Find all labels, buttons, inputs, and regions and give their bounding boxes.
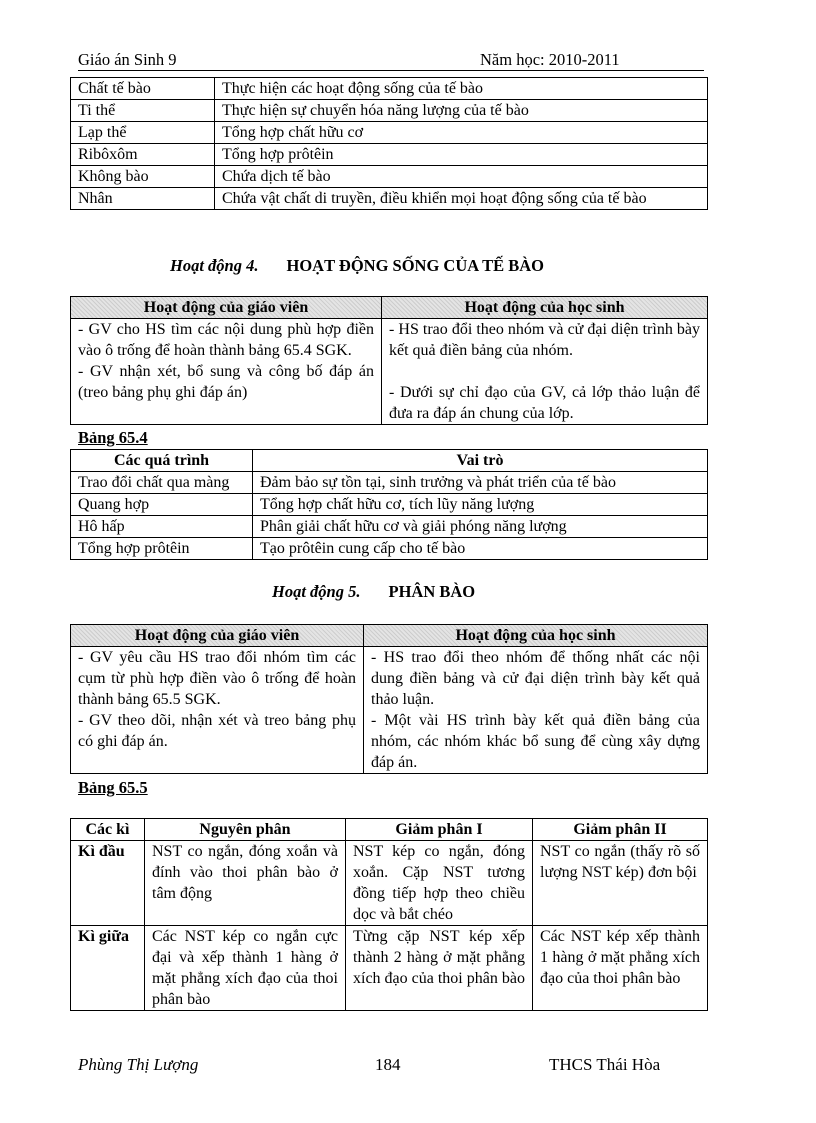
phase-name: Kì đầu	[71, 841, 145, 926]
table-row	[71, 472, 708, 494]
table-row	[71, 122, 708, 144]
organelle-role: Chứa dịch tế bào	[215, 166, 708, 188]
col-teacher-header: Hoạt động của giáo viên	[71, 625, 364, 647]
meiosis1-cell: Từng cặp NST kép xếp thành 2 hàng ở mặt phẳng xích đạo của thoi phân bào	[346, 926, 533, 1011]
table-row	[71, 516, 708, 538]
header-school-year: Năm học: 2010-2011	[480, 50, 620, 69]
mitosis-cell: Các NST kép co ngắn cực đại và xếp thành 1 hàng ở mặt phẳng xích đạo của thoi phân bào	[145, 926, 346, 1011]
student-step-1: - HS trao đổi theo nhóm và cử đại diện trình bày kết quả điền bảng của nhóm.	[389, 321, 700, 359]
student-step-2: - Một vài HS trình bày kết quả điền bảng của nhóm, các nhóm khác bổ sung để cùng xây dựng đáp án.	[371, 712, 700, 771]
student-step-2: - Dưới sự chỉ đạo của GV, cả lớp thảo luận để đưa ra đáp án chung của lớp.	[389, 384, 700, 422]
organelle-table	[70, 77, 708, 210]
organelle-name: Ti thể	[71, 100, 215, 122]
organelle-role: Tổng hợp prôtêin	[215, 144, 708, 166]
organelle-role: Tổng hợp chất hữu cơ	[215, 122, 708, 144]
student-activity	[364, 647, 708, 774]
table-row	[71, 319, 708, 425]
activity4-title: HOẠT ĐỘNG SỐNG CỦA TẾ BÀO	[286, 256, 544, 275]
table-header-row	[71, 297, 708, 319]
process-role: Đảm bảo sự tồn tại, sinh trưởng và phát triển của tế bào	[253, 472, 708, 494]
teacher-step-1: - GV cho HS tìm các nội dung phù hợp điền vào ô trống để hoàn thành bảng 65.4 SGK.	[78, 321, 374, 359]
activity5-table	[70, 624, 708, 774]
table-row	[71, 926, 708, 1011]
activity4-label: Hoạt động 4.	[170, 256, 259, 275]
organelle-role: Chứa vật chất di truyền, điều khiển mọi hoạt động sống của tế bào	[215, 188, 708, 210]
col-mitosis-header: Nguyên phân	[145, 819, 346, 841]
table-row	[71, 166, 708, 188]
table-row	[71, 647, 708, 774]
activity5-heading	[272, 582, 475, 602]
footer-school: THCS Thái Hòa	[549, 1055, 661, 1074]
teacher-step-1: - GV yêu cầu HS trao đổi nhóm tìm các cụm từ phù hợp điền vào ô trống để hoàn thành bảng 65.5 SGK.	[78, 649, 356, 708]
header-divider	[78, 70, 704, 71]
meiosis1-cell: NST kép co ngắn, đóng xoắn. Cặp NST tương đồng tiếp hợp theo chiều dọc và bắt chéo	[346, 841, 533, 926]
activity5-title: PHÂN BÀO	[388, 582, 476, 601]
col-role-header: Vai trò	[253, 450, 708, 472]
teacher-step-2: - GV nhận xét, bổ sung và công bố đáp án (treo bảng phụ ghi đáp án)	[78, 363, 374, 401]
organelle-name: Không bào	[71, 166, 215, 188]
footer-author: Phùng Thị Lượng	[78, 1055, 199, 1074]
col-student-header: Hoạt động của học sinh	[382, 297, 708, 319]
table-row	[71, 100, 708, 122]
process-role: Phân giải chất hữu cơ và giải phóng năng lượng	[253, 516, 708, 538]
process-name: Hô hấp	[71, 516, 253, 538]
meiosis2-cell: Các NST kép xếp thành 1 hàng ở mặt phẳng xích đạo của thoi phân bào	[533, 926, 708, 1011]
col-meiosis2-header: Giảm phân II	[533, 819, 708, 841]
organelle-role: Thực hiện các hoạt động sống của tế bào	[215, 78, 708, 100]
table655-caption: Bảng 65.5	[78, 778, 148, 797]
table-header-row	[71, 450, 708, 472]
col-meiosis1-header: Giảm phân I	[346, 819, 533, 841]
organelle-name: Ribôxôm	[71, 144, 215, 166]
student-step-1: - HS trao đổi theo nhóm để thống nhất các nội dung điền bảng và cử đại diện trình bày kết quả thảo luận.	[371, 649, 700, 708]
col-student-header: Hoạt động của học sinh	[364, 625, 708, 647]
mitosis-cell: NST co ngắn, đóng xoắn và đính vào thoi phân bào ở tâm động	[145, 841, 346, 926]
student-activity	[382, 319, 708, 425]
table654-caption: Bảng 65.4	[78, 428, 148, 447]
process-name: Trao đổi chất qua màng	[71, 472, 253, 494]
table-row	[71, 494, 708, 516]
organelle-name: Nhân	[71, 188, 215, 210]
organelle-name: Lạp thể	[71, 122, 215, 144]
activity5-label: Hoạt động 5.	[272, 582, 361, 601]
process-role: Tạo prôtêin cung cấp cho tế bào	[253, 538, 708, 560]
organelle-name: Chất tế bào	[71, 78, 215, 100]
table-header-row	[71, 625, 708, 647]
table-row	[71, 841, 708, 926]
table-row	[71, 78, 708, 100]
process-name: Tổng hợp prôtêin	[71, 538, 253, 560]
teacher-activity	[71, 647, 364, 774]
teacher-activity	[71, 319, 382, 425]
process-name: Quang hợp	[71, 494, 253, 516]
meiosis2-cell: NST co ngắn (thấy rõ số lượng NST kép) đơn bội	[533, 841, 708, 926]
phase-name: Kì giữa	[71, 926, 145, 1011]
table655	[70, 818, 708, 1011]
table-row	[71, 144, 708, 166]
activity4-table	[70, 296, 708, 425]
col-teacher-header: Hoạt động của giáo viên	[71, 297, 382, 319]
header-subject: Giáo án Sinh 9	[78, 50, 196, 71]
table-row	[71, 188, 708, 210]
table-header-row	[71, 819, 708, 841]
footer-page-number: 184	[375, 1055, 401, 1074]
col-phase-header: Các kì	[71, 819, 145, 841]
table-row	[71, 538, 708, 560]
process-role: Tổng hợp chất hữu cơ, tích lũy năng lượng	[253, 494, 708, 516]
organelle-role: Thực hiện sự chuyển hóa năng lượng của tế bào	[215, 100, 708, 122]
activity4-heading	[170, 256, 544, 276]
teacher-step-2: - GV theo dõi, nhận xét và treo bảng phụ có ghi đáp án.	[78, 712, 356, 750]
table654	[70, 449, 708, 560]
col-process-header: Các quá trình	[71, 450, 253, 472]
